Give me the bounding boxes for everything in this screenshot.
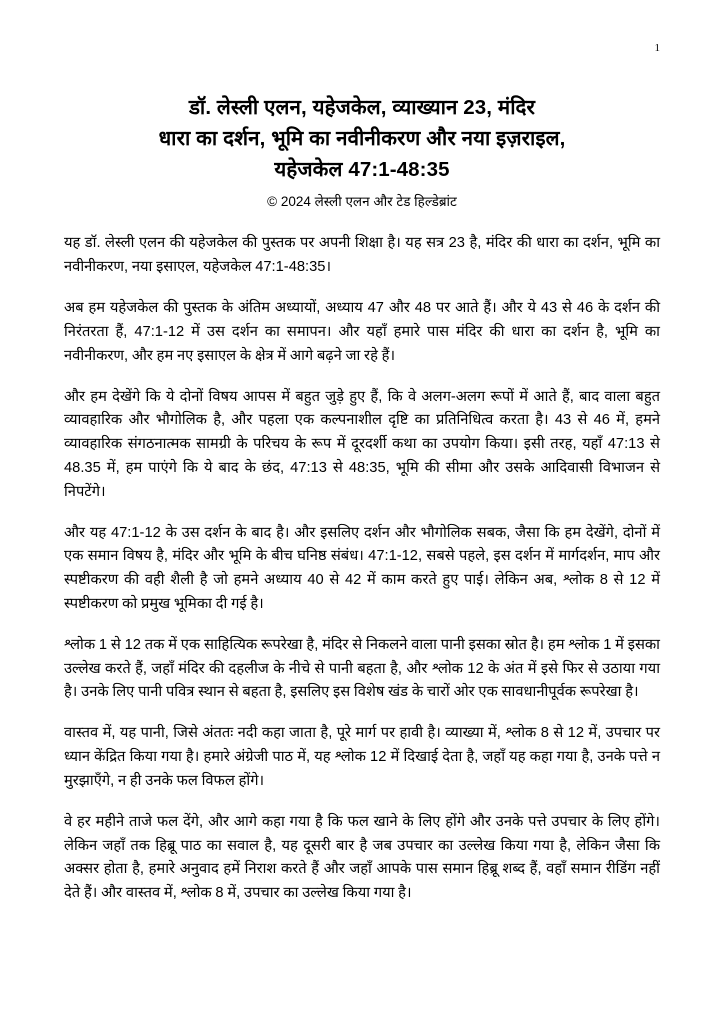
paragraph: और यह 47:1-12 के उस दर्शन के बाद है। और इसलिए दर्शन और भौगोलिक सबक, जैसा कि हम देखेंगे, दोनों में एक समान विषय है, मंदिर और भूमि के बीच घनिष्ठ संबंध। 47:1-12, सबसे पहले, इस दर्शन में मार्गदर्शन, माप और स्पष्टीकरण की वही शैली है जो हमने अध्याय 40 से 42 में काम करते हुए पाई। लेकिन अब, श्लोक 8 से 12 में स्पष्टीकरण को प्रमुख भूमिका दी गई है। bbox=[64, 524, 660, 613]
page-title bbox=[64, 92, 660, 185]
paragraph: वे हर महीने ताजे फल देंगे, और आगे कहा गया है कि फल खाने के लिए होंगे और उनके पत्ते उपचार के लिए होंगे। लेकिन जहाँ तक हिब्रू पाठ का सवाल है, यह दूसरी बार है जब उपचार का उल्लेख किया गया है, लेकिन जैसा कि अक्सर होता है, हमारे अनुवाद हमें निराश करते हैं और जहाँ आपके पास समान हिब्रू शब्द हैं, वहाँ समान रीडिंग नहीं देते हैं। और वास्तव में, श्लोक 8 में, उपचार का उल्लेख किया गया है। bbox=[64, 813, 660, 902]
document-body bbox=[64, 232, 660, 906]
title-line-1: डॉ. लेस्ली एलन, यहेजकेल, व्याख्यान 23, मंदिर bbox=[188, 96, 536, 119]
copyright-notice: © 2024 लेस्ली एलन और टेड हिल्डेब्रांट bbox=[267, 194, 457, 210]
title-line-2: धारा का दर्शन, भूमि का नवीनीकरण और नया इज़राइल, bbox=[158, 127, 566, 151]
paragraph: यह डॉ. लेस्ली एलन की यहेजकेल की पुस्तक पर अपनी शिक्षा है। यह सत्र 23 है, मंदिर की धारा का दर्शन, भूमि का नवीनीकरण, नया इसाएल, यहेजकेल 47:1-48:35। bbox=[64, 235, 660, 276]
page-number: 1 bbox=[654, 42, 660, 54]
paragraph: वास्तव में, यह पानी, जिसे अंततः नदी कहा जाता है, पूरे मार्ग पर हावी है। व्याख्या में, श्लोक 8 से 12 में, उपचार पर ध्यान केंद्रित किया गया है। हमारे अंग्रेजी पाठ में, यह श्लोक 12 में दिखाई देता है, जहाँ यह कहा गया है, उनके पत्ते न मुरझाएँगे, न ही उनके फल विफल होंगे। bbox=[64, 725, 660, 789]
paragraph: और हम देखेंगे कि ये दोनों विषय आपस में बहुत जुड़े हुए हैं, कि वे अलग-अलग रूपों में आते हैं, बाद वाला बहुत व्यावहारिक और भौगोलिक है, और पहला एक कल्पनाशील दृष्टि का प्रतिनिधित्व करता है। 43 से 46 में, हमने व्यावहारिक संगठनात्मक सामग्री के परिचय के रूप में दूरदर्शी कथा का उपयोग किया। इसी तरह, यहाँ 47:13 से 48.35 में, हम पाएंगे कि ये बाद के छंद, 47:13 से 48:35, भूमि की सीमा और उसके आदिवासी विभाजन से निपटेंगे। bbox=[64, 388, 660, 500]
title-line-3: यहेजकेल 47:1-48:35 bbox=[274, 158, 450, 182]
paragraph: श्लोक 1 से 12 तक में एक साहित्यिक रूपरेखा है, मंदिर से निकलने वाला पानी इसका स्रोत है। हम श्लोक 1 में इसका उल्लेख करते हैं, जहाँ मंदिर की दहलीज के नीचे से पानी बहता है, और श्लोक 12 के अंत में इसे फिर से उठाया गया है। उनके लिए पानी पवित्र स्थान से बहता है, इसलिए इस विशेष खंड के चारों ओर एक सावधानीपूर्वक रूपरेखा है। bbox=[64, 636, 660, 701]
paragraph: अब हम यहेजकेल की पुस्तक के अंतिम अध्यायों, अध्याय 47 और 48 पर आते हैं। और ये 43 से 46 के दर्शन की निरंतरता हैं, 47:1-12 में उस दर्शन का समापन। और यहाँ हमारे पास मंदिर की धारा का दर्शन है, भूमि का नवीनीकरण, और हम नए इसाएल के क्षेत्र में आगे बढ़ने जा रहे हैं। bbox=[64, 300, 660, 364]
